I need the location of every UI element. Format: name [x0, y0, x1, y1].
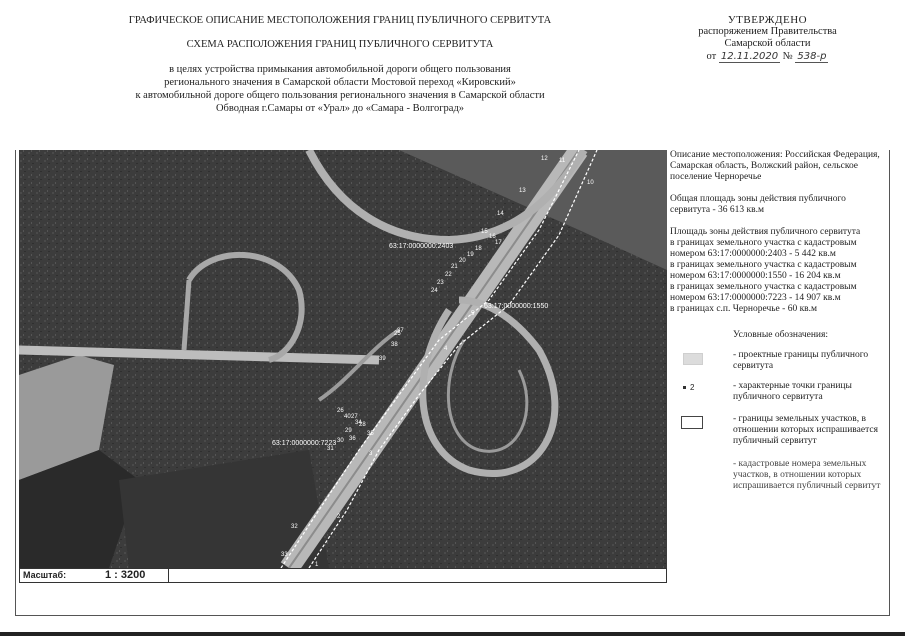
point-label: 1 — [315, 562, 319, 568]
area-parcel-1550: в границах земельного участка с кадастровым номером 63:17:0000000:1550 - 16 204 кв.м — [670, 260, 857, 281]
document-subtitle: СХЕМА РАСПОЛОЖЕНИЯ ГРАНИЦ ПУБЛИЧНОГО СЕРВИТУТА — [186, 39, 494, 50]
point-label: 24 — [431, 288, 438, 294]
approval-line-1: распоряжением Правительства — [698, 26, 837, 37]
area-parcel-7223: в границах земельного участка с кадастровым номером 63:17:0000000:7223 - 14 907 кв.м — [670, 282, 857, 303]
point-label: 20 — [459, 258, 466, 264]
point-label: 23 — [437, 280, 444, 286]
point-label: 36 — [349, 436, 356, 442]
point-label: 2 — [337, 514, 341, 520]
point-label: 32 — [291, 524, 298, 530]
point-label: 37 — [397, 328, 404, 334]
legend-item-parcel-boundaries: - границы земельных участков, в отношении которых испрашивается публичный сервитут — [733, 414, 878, 446]
area-intro: Площадь зоны действия публичного сервитута — [670, 227, 861, 237]
document-header — [40, 12, 640, 115]
legend-point-number: 2 — [690, 383, 695, 392]
scale-bar — [19, 568, 667, 583]
cadastral-label-2403: 63:17:0000000:2403 — [389, 243, 454, 250]
point-label: 28 — [359, 422, 366, 428]
page-bottom-edge — [0, 632, 905, 636]
point-label: 16 — [489, 234, 496, 240]
point-label: 27 — [351, 414, 358, 420]
aerial-map[interactable] — [19, 150, 667, 568]
legend-parcel-boundary-symbol — [681, 416, 703, 429]
legend-characteristic-point-symbol — [683, 383, 694, 392]
point-label: 11 — [559, 158, 566, 164]
purpose-line-1: в целях устройства примыкания автомобильной дороги общего пользования — [169, 64, 511, 75]
frame-left-line — [15, 150, 16, 615]
cadastral-label-1550: 63:17:0000000:1550 — [484, 303, 549, 310]
point-label: 38 — [391, 342, 398, 348]
legend-item-servitude-boundary: - проектные границы публичного сервитута — [733, 350, 869, 371]
point-label: 18 — [475, 246, 482, 252]
frame-bottom-line — [15, 615, 890, 616]
area-chernorechye: в границах с.п. Черноречье - 60 кв.м — [670, 304, 818, 314]
point-label: 10 — [587, 180, 594, 186]
cadastral-label-7223: 63:17:0000000:7223 — [272, 440, 337, 447]
approval-date: 12.11.2020 — [720, 51, 779, 62]
point-label: 35 — [367, 431, 374, 437]
total-area: Общая площадь зоны действия публичного сервитута - 36 613 кв.м — [670, 194, 846, 215]
servitude-info — [670, 150, 885, 315]
legend-title: Условные обозначения: — [733, 330, 829, 340]
scale-separator — [168, 569, 169, 582]
purpose-line-4: Обводная г.Самары от «Урал» до «Самара - Волгоград» — [215, 103, 465, 114]
approval-date-row — [690, 51, 845, 63]
point-label: 14 — [497, 211, 504, 217]
point-label: 13 — [519, 188, 526, 194]
scale-label: Масштаб: — [23, 570, 67, 580]
point-label: 31 — [327, 446, 334, 452]
point-label: 5 — [471, 311, 475, 317]
point-label: 25 — [394, 331, 401, 337]
legend-item-characteristic-points: - характерные точки границы публичного сервитута — [733, 381, 852, 402]
approval-block — [690, 14, 845, 63]
point-label: 33 — [281, 552, 288, 558]
date-prefix: от — [706, 51, 717, 62]
point-label: 12 — [541, 156, 548, 162]
legend-servitude-boundary-symbol — [683, 353, 703, 365]
document-title: ГРАФИЧЕСКОЕ ОПИСАНИЕ МЕСТОПОЛОЖЕНИЯ ГРАНИЦ ПУБЛИЧНОГО СЕРВИТУТА — [128, 15, 552, 26]
approval-line-2: Самарской области — [724, 38, 811, 49]
point-label: 22 — [445, 272, 452, 278]
point-label: 19 — [467, 252, 474, 258]
location-description: Описание местоположения: Российская Федерация, Самарская область, Волжский район, сельское поселение Черноречье — [670, 150, 880, 182]
map-drawing — [19, 150, 667, 568]
approval-number: 538-р — [797, 51, 827, 62]
point-label: 39 — [379, 356, 386, 362]
scale-value: 1 : 3200 — [105, 569, 146, 581]
purpose-line-2: регионального значения в Самарской области Мостовой переход «Кировский» — [164, 77, 516, 88]
point-label: 15 — [481, 229, 488, 235]
point-label: 3 — [369, 451, 373, 457]
point-label: 34 — [355, 420, 362, 426]
area-parcel-2403: в границах земельного участка с кадастровым номером 63:17:0000000:2403 - 5 442 кв.м — [670, 238, 857, 259]
number-prefix: № — [782, 51, 793, 62]
point-label: 21 — [451, 264, 458, 270]
point-label: 29 — [345, 428, 352, 434]
point-label: 30 — [337, 438, 344, 444]
point-label: 26 — [337, 408, 344, 414]
point-label: 4 — [444, 346, 448, 352]
legend-item-cadastral-numbers: - кадастровые номера земельных участков, в отношении которых испрашивается публичный сервитут — [733, 459, 881, 491]
point-label: 40 — [344, 414, 351, 420]
point-label: 17 — [495, 240, 502, 246]
purpose-line-3: к автомобильной дороге общего пользования регионального значения в Самарской области — [135, 90, 545, 101]
approval-title: УТВЕРЖДЕНО — [727, 14, 808, 26]
